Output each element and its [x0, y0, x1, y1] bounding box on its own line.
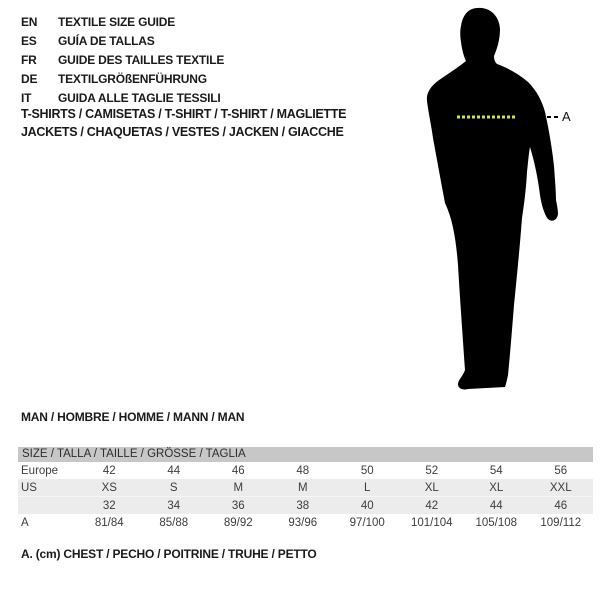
table-cell: 56 [554, 464, 568, 477]
table-cell: 42 [425, 499, 439, 512]
table-row-europe [18, 462, 593, 479]
language-label: GUIDE DES TAILLES TEXTILE [58, 53, 225, 67]
language-code: EN [21, 15, 38, 29]
table-cell: 46 [554, 499, 568, 512]
table-cell: 52 [425, 464, 439, 477]
language-code: IT [21, 91, 32, 105]
language-row-fr [21, 51, 224, 70]
table-cell: 36 [231, 499, 245, 512]
size-table [18, 447, 593, 531]
man-silhouette-shape [427, 8, 558, 390]
language-label: TEXTILGRÖßENFÜHRUNG [58, 72, 207, 86]
language-label: GUIDA ALLE TAGLIE TESSILI [58, 91, 221, 105]
table-cell: 34 [167, 499, 181, 512]
size-table-header: SIZE / TALLA / TAILLE / GRÖSSE / TAGLIA [18, 447, 593, 462]
table-cell: XXL [549, 481, 572, 494]
table-cell: 38 [296, 499, 310, 512]
table-cell: 89/92 [223, 516, 253, 529]
man-silhouette-graphic [400, 0, 580, 400]
table-cell: 109/112 [540, 516, 582, 529]
row-label: Europe [21, 464, 59, 477]
table-row-numeric [18, 497, 593, 514]
language-code: ES [21, 34, 37, 48]
row-label: US [21, 481, 37, 494]
row-label: A [21, 516, 29, 529]
table-cell: 85/88 [159, 516, 189, 529]
man-silhouette-figure [400, 0, 580, 400]
table-cell: XL [489, 481, 504, 494]
table-row-chest-a [18, 514, 593, 531]
table-cell: 46 [231, 464, 245, 477]
table-cell: M [233, 481, 244, 494]
section-title: MAN / HOMBRE / HOMME / MANN / MAN [21, 410, 245, 424]
table-cell: XL [424, 481, 439, 494]
table-cell: 50 [360, 464, 374, 477]
language-list [21, 13, 224, 108]
language-code: DE [21, 72, 38, 86]
table-cell: 44 [167, 464, 181, 477]
measure-label-a: A [562, 109, 571, 124]
language-row-en [21, 13, 224, 32]
language-row-de [21, 70, 224, 89]
table-cell: 40 [360, 499, 374, 512]
table-cell: 32 [102, 499, 116, 512]
table-cell: 54 [489, 464, 503, 477]
category-jackets: JACKETS / CHAQUETAS / VESTES / JACKEN / GIACCHE [21, 124, 344, 139]
table-cell: 44 [489, 499, 503, 512]
table-cell: 48 [296, 464, 310, 477]
table-cell: 81/84 [94, 516, 124, 529]
category-tshirts: T-SHIRTS / CAMISETAS / T-SHIRT / T-SHIRT / MAGLIETTE [21, 107, 347, 121]
table-cell: 105/108 [475, 516, 518, 529]
table-cell: 97/100 [349, 516, 385, 529]
language-row-es [21, 32, 224, 51]
table-cell: 42 [102, 464, 116, 477]
table-cell: L [364, 481, 371, 494]
measurement-footnote: A. (cm) CHEST / PECHO / POITRINE / TRUHE / PETTO [21, 547, 317, 561]
table-row-us [18, 479, 593, 497]
garment-categories [21, 106, 346, 141]
table-cell: 93/96 [288, 516, 318, 529]
language-label: GUÍA DE TALLAS [58, 34, 155, 48]
table-cell: S [169, 481, 178, 494]
table-cell: M [297, 481, 308, 494]
table-cell: XS [101, 481, 117, 494]
table-cell: 101/104 [410, 516, 453, 529]
language-code: FR [21, 53, 37, 67]
language-label: TEXTILE SIZE GUIDE [58, 15, 176, 29]
